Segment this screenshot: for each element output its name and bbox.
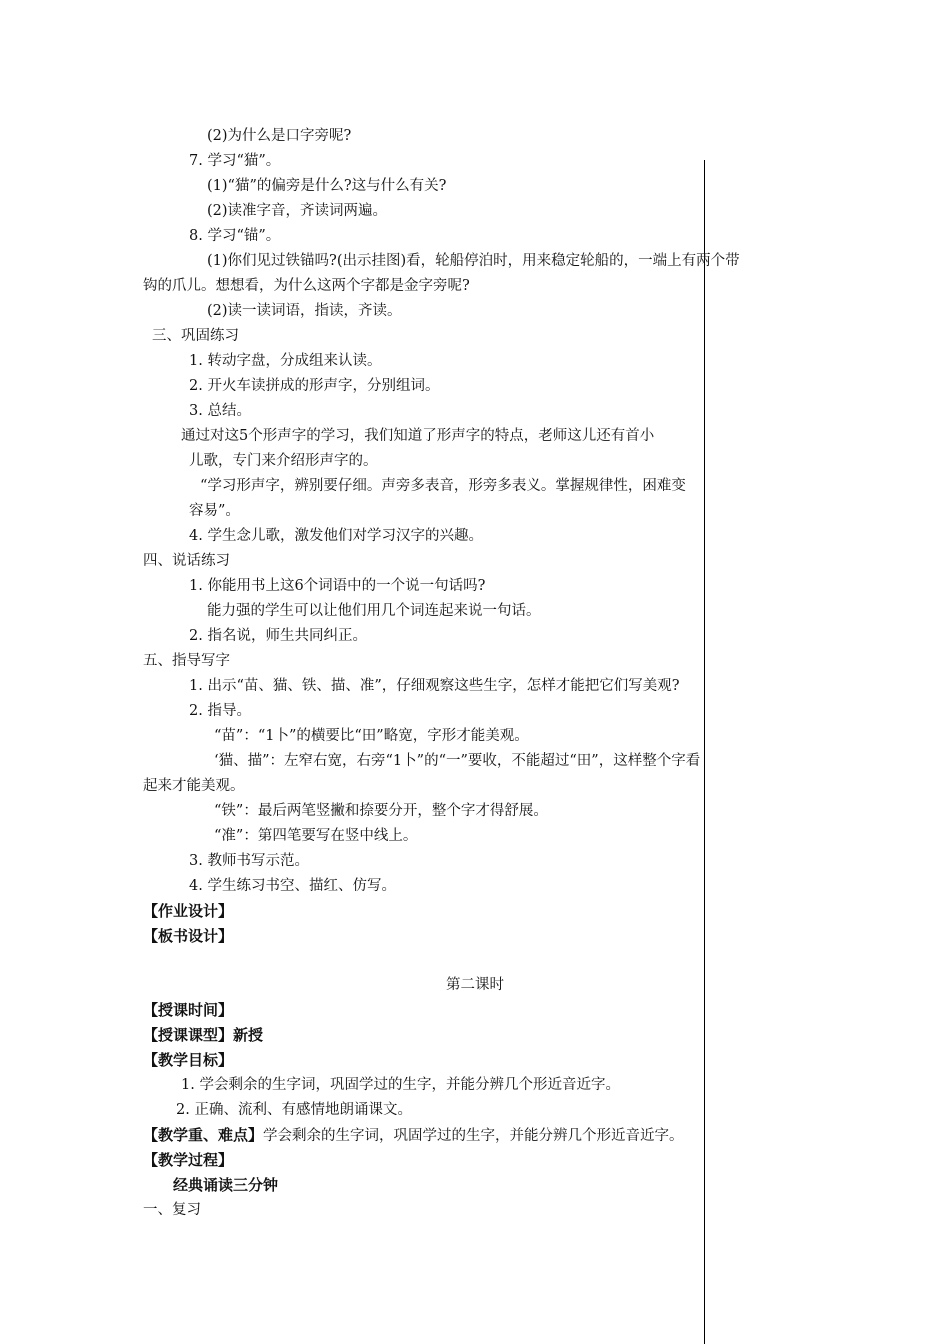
text-line: 能力强的学生可以让他们用几个词连起来说一句话。 xyxy=(207,603,541,619)
bold-heading: 【授课课型】新授 xyxy=(143,1026,264,1044)
text-line: 起来才能美观。 xyxy=(143,778,245,794)
bold-heading: 【教学目标】 xyxy=(143,1051,234,1069)
text-line: 3. 总结。 xyxy=(189,403,251,419)
bold-heading: 经典诵读三分钟 xyxy=(173,1176,279,1194)
text-line: (1)“猫”的偏旁是什么?这与什么有关? xyxy=(207,178,447,194)
text-line: “学习形声字，辨别要仔细。声旁多表音，形旁多表义。掌握规律性，困难变 xyxy=(200,478,686,494)
text-line: 1. 学会剩余的生字词，巩固学过的生字，并能分辨几个形近音近字。 xyxy=(181,1077,620,1093)
text-line: 钩的爪儿。想想看，为什么这两个字都是金字旁呢? xyxy=(143,278,470,294)
text-line: “苗”：“1卜”的横要比“田”略宽，字形才能美观。 xyxy=(214,728,529,744)
lesson-title: 第二课时 xyxy=(446,977,504,993)
focus-text: 学会剩余的生字词，巩固学过的生字，并能分辨几个形近音近字。 xyxy=(263,1128,684,1144)
text-line: (2)读一读词语，指读，齐读。 xyxy=(207,303,402,319)
text-line: 1. 你能用书上这6个词语中的一个说一句话吗? xyxy=(189,578,486,594)
text-line: 8. 学习“锚”。 xyxy=(189,228,281,244)
section-heading: 五、指导写字 xyxy=(143,653,230,669)
section-heading: 三、巩固练习 xyxy=(152,328,239,344)
text-line: “铁”：最后两笔竖撇和捺要分开，整个字才得舒展。 xyxy=(214,803,548,819)
text-line: (2)为什么是口字旁呢? xyxy=(207,128,352,144)
margin-rule-line xyxy=(704,160,705,1344)
text-line: 通过对这5个形声字的学习，我们知道了形声字的特点，老师这儿还有首小 xyxy=(181,428,655,444)
text-line: 1. 出示“苗、猫、铁、描、准”，仔细观察这些生字，怎样才能把它们写美观? xyxy=(189,678,680,694)
focus-label: 【教学重、难点】 xyxy=(143,1126,264,1144)
text-line: 7. 学习“猫”。 xyxy=(189,153,281,169)
text-line: “准”：第四笔要写在竖中线上。 xyxy=(214,828,418,844)
bold-heading: 【作业设计】 xyxy=(143,902,234,920)
bold-heading: 【教学过程】 xyxy=(143,1151,234,1169)
focus-row xyxy=(143,1125,684,1146)
text-line: 2. 指名说，师生共同纠正。 xyxy=(189,628,367,644)
text-line: 儿歌，专门来介绍形声字的。 xyxy=(189,453,378,469)
text-line: 2. 指导。 xyxy=(189,703,251,719)
text-line: (2)读准字音，齐读词两遍。 xyxy=(207,203,388,219)
bold-heading: 【授课时间】 xyxy=(143,1001,234,1019)
text-line: ‘猫、描”：左窄右宽，右旁“1卜”的“一”要收，不能超过“田”，这样整个字看 xyxy=(214,753,701,769)
text-line: 2. 正确、流利、有感情地朗诵课文。 xyxy=(176,1102,412,1118)
section-heading: 四、说话练习 xyxy=(143,553,230,569)
section-heading: 一、复习 xyxy=(143,1202,201,1218)
text-line: 1. 转动字盘，分成组来认读。 xyxy=(189,353,382,369)
text-line: 4. 学生念儿歌，激发他们对学习汉字的兴趣。 xyxy=(189,528,483,544)
text-line: 4. 学生练习书空、描红、仿写。 xyxy=(189,878,396,894)
text-line: (1)你们见过铁锚吗?(出示挂图)看，轮船停泊时，用来稳定轮船的，一端上有两个带 xyxy=(207,253,740,269)
bold-heading: 【板书设计】 xyxy=(143,927,234,945)
text-line: 3. 教师书写示范。 xyxy=(189,853,309,869)
text-line: 容易”。 xyxy=(189,503,240,519)
text-line: 2. 开火车读拼成的形声字，分别组词。 xyxy=(189,378,440,394)
